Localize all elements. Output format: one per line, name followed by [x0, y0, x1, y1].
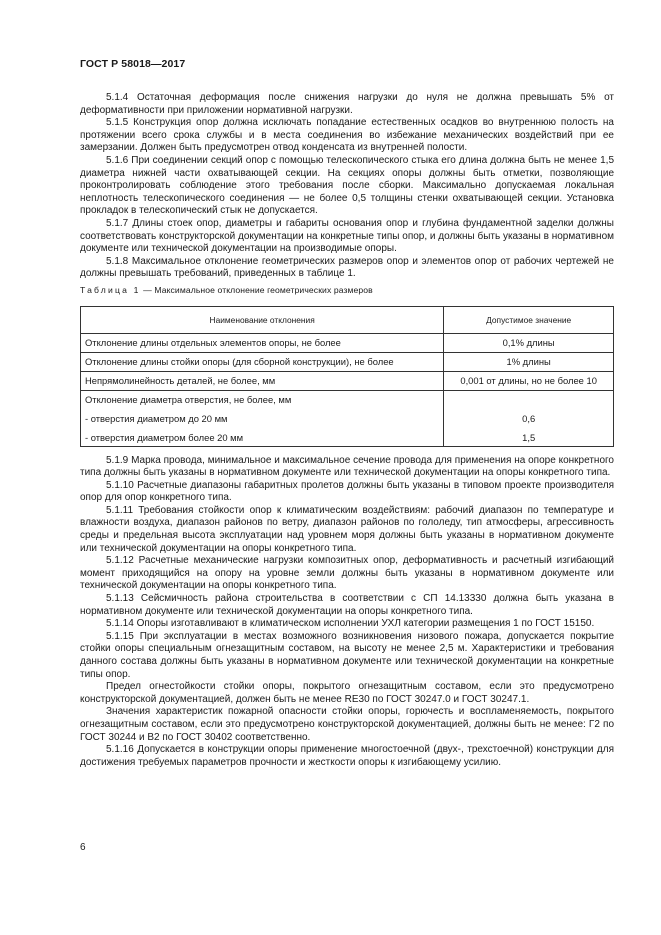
subrow-value: 0,6: [444, 408, 614, 427]
group-title: Отклонение диаметра отверстия, не более, мм: [81, 390, 444, 408]
paragraph-5-1-9: 5.1.9 Марка провода, минимальное и максимальное сечение провода для применения на опоре конкретного типа должны быть указаны в нормативном документе или технической документации на опоры конкретного типа.: [80, 454, 614, 479]
table-subrow: [81, 427, 614, 447]
paragraph-5-1-13: 5.1.13 Сейсмичность района строительства в соответствии с СП 14.13330 должна быть указана в нормативном документе или технической документации на опоры конкретного типа.: [80, 593, 614, 617]
paragraph-5-1-15: 5.1.15 При эксплуатации в местах возможного возникновения низового пожара, допускается покрытие стойки опоры специальным огнезащитным составом, на высоту не менее 2,5 м. Характеристики и требования данного состава должны быть указаны в нормативном документе или технической документации на конкретные типы опор.: [80, 630, 614, 680]
row-name: Непрямолинейность деталей, не более, мм: [81, 371, 444, 390]
column-header-value: Допустимое значение: [444, 306, 614, 333]
subrow-value: 1,5: [444, 427, 614, 447]
table-header-row: [81, 306, 614, 333]
paragraph-5-1-4: 5.1.4 Остаточная деформация после снижения нагрузки до нуля не должна превышать 5% от деформативности при приложении нормативной нагрузки.: [80, 92, 614, 116]
row-value: 0,1% длины: [444, 333, 614, 352]
paragraph-5-1-10: 5.1.10 Расчетные диапазоны габаритных пролетов должны быть указаны в типовом проекте производителя опор для опор конкретного типа.: [80, 479, 614, 504]
paragraph-5-1-8: 5.1.8 Максимальное отклонение геометрических размеров опор и элементов опор от рабочих чертежей не должны превышать требований, приведенных в таблице 1.: [80, 255, 614, 280]
document-header: ГОСТ Р 58018—2017: [80, 58, 186, 70]
table-subrow: [81, 408, 614, 427]
paragraph-fire-hazard: Значения характеристик пожарной опасности стойки опоры, горючесть и воспламеняемость, покрытого огнезащитным составом, если это предусмотрено конструкторской документацией, должны быть не менее: Г2 по ГОСТ 30244 и В2 по ГОСТ 30402 соответственно.: [80, 706, 614, 743]
group-value-empty: [444, 390, 614, 408]
table-row: [81, 333, 614, 352]
subrow-name: - отверстия диаметром более 20 мм: [81, 427, 444, 447]
paragraph-5-1-16: 5.1.16 Допускается в конструкции опоры применение многостоечной (двух-, трехстоечной) конструкции для достижения требуемых параметров прочности и жесткости опоры к изгибающему усилию.: [80, 744, 614, 768]
page-number: 6: [80, 842, 86, 853]
paragraph-5-1-12: 5.1.12 Расчетные механические нагрузки композитных опор, деформативность и расчетный изгибающий момент приходящийся на опору на уровне земли должны быть указаны в нормативном документе или технической документации на опоры конкретного типа.: [80, 555, 614, 592]
table-caption: [80, 284, 614, 297]
page-body: [80, 92, 614, 769]
paragraph-5-1-14: 5.1.14 Опоры изготавливают в климатическом исполнении УХЛ категории размещения 1 по ГОСТ 15150.: [106, 618, 595, 630]
table-row: [81, 352, 614, 371]
deviation-table: [80, 306, 614, 447]
table-caption-label: Таблица 1: [80, 284, 141, 295]
table-group-row: [81, 390, 614, 408]
paragraph-fire-resistance: Предел огнестойкости стойки опоры, покрытого огнезащитным составом, если это предусмотрено конструкторской документацией, должен быть не менее RE30 по ГОСТ 30247.0 и ГОСТ 30247.1.: [80, 681, 614, 705]
paragraph-5-1-7: 5.1.7 Длины стоек опор, диаметры и габариты основания опор и глубина фундаментной заделки должны соответствовать конструкторской документации на конкретные типы опор, и должны быть указаны в нормативном документе или технической документации на производимые опоры.: [80, 217, 615, 255]
row-name: Отклонение длины стойки опоры (для сборной конструкции), не более: [81, 352, 444, 371]
paragraph-5-1-6: 5.1.6 При соединении секций опор с помощью телескопического стыка его длина должна быть не менее 1,5 диаметра нижней части охватывающей секции. На секциях опоры должны быть отметки, позволяющие проконтролировать соблюдение этого требования после сборки. Максимально допускаемая локальная неплотность телескопического соединения — не более 0,5 толщины стенки охватывающей секции. Установка прокладок в телескопический стык не допускается.: [80, 154, 614, 217]
row-value: 1% длины: [444, 352, 614, 371]
subrow-name: - отверстия диаметром до 20 мм: [81, 408, 444, 427]
column-header-name: Наименование отклонения: [81, 306, 444, 333]
paragraph-5-1-5: 5.1.5 Конструкция опор должна исключать попадание естественных осадков во внутреннюю полость на протяжении всего срока службы и в места соединения во избежание механических воздействий при ее замерзании. Должен быть предусмотрен отвод конденсата из внутренней полости.: [80, 117, 614, 154]
row-value: 0,001 от длины, но не более 10: [444, 371, 614, 390]
table-row: [81, 371, 614, 390]
table-caption-text: — Максимальное отклонение геометрических размеров: [140, 284, 373, 295]
paragraph-5-1-11: 5.1.11 Требования стойкости опор к климатическим воздействиям: рабочий диапазон по температуре и влажности воздуха, диапазон районов по ветру, диапазон районов по гололеду, тип атмосферы, агрессивность среды и предельная высота эксплуатации над уровнем моря должны быть указаны в нормативном документе или технической документации на опоры конкретного типа.: [80, 504, 614, 554]
row-name: Отклонение длины отдельных элементов опоры, не более: [81, 333, 444, 352]
